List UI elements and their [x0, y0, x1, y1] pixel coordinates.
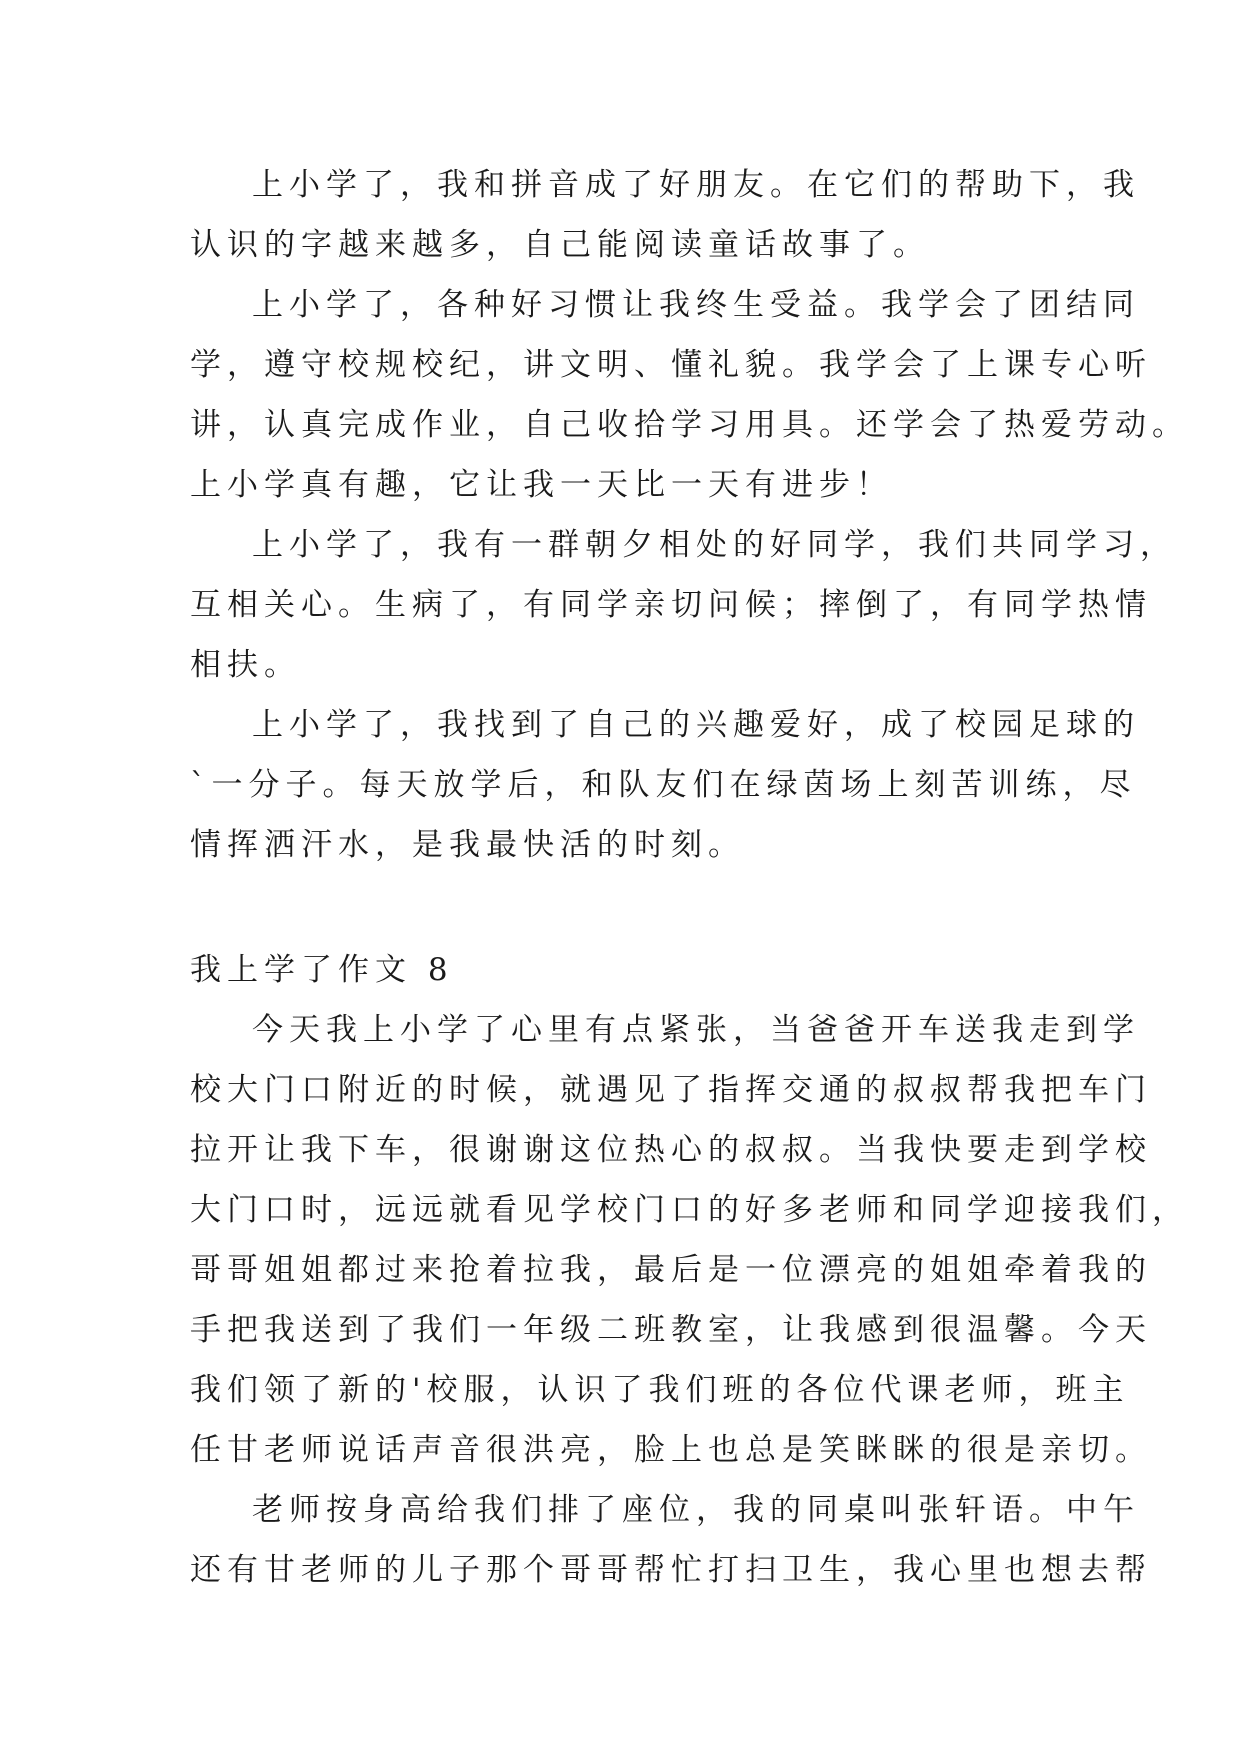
text-line: 相扶。 [190, 647, 301, 683]
text-line: 上小学了，我和拼音成了好朋友。在它们的帮助下，我 [252, 167, 1140, 203]
section-gap [190, 875, 1050, 940]
text-line: 大门口时，远远就看见学校门口的好多老师和同学迎接我们， [190, 1192, 1189, 1228]
text-line: 手把我送到了我们一年级二班教室，让我感到很温馨。今天 [190, 1312, 1152, 1348]
text-line: 学，遵守校规校纪，讲文明、懂礼貌。我学会了上课专心听 [190, 347, 1152, 383]
text-line: 还有甘老师的儿子那个哥哥帮忙打扫卫生，我心里也想去帮 [190, 1552, 1152, 1588]
paragraph [190, 515, 1177, 695]
paragraph [190, 695, 1140, 875]
text-line: 今天我上小学了心里有点紧张，当爸爸开车送我走到学 [252, 1012, 1140, 1048]
section-heading: 我上学了作文 8 [190, 952, 454, 988]
text-line: 上小学了，各种好习惯让我终生受益。我学会了团结同 [252, 287, 1140, 323]
text-line: 任甘老师说话声音很洪亮，脸上也总是笑眯眯的很是亲切。 [190, 1432, 1152, 1468]
text-line: 我们领了新的'校服，认识了我们班的各位代课老师，班主 [190, 1372, 1130, 1408]
document-body [190, 155, 1189, 1600]
text-line: 上小学真有趣，它让我一天比一天有进步！ [190, 467, 893, 503]
paragraph [190, 275, 1189, 515]
text-line: 校大门口附近的时候，就遇见了指挥交通的叔叔帮我把车门 [190, 1072, 1152, 1108]
text-line: 老师按身高给我们排了座位，我的同桌叫张轩语。中午 [252, 1492, 1140, 1528]
paragraph [190, 155, 1140, 275]
text-line: 哥哥姐姐都过来抢着拉我，最后是一位漂亮的姐姐牵着我的 [190, 1252, 1152, 1288]
text-line: 上小学了，我找到了自己的兴趣爱好，成了校园足球的 [252, 707, 1140, 743]
text-line: 拉开让我下车，很谢谢这位热心的叔叔。当我快要走到学校 [190, 1132, 1152, 1168]
text-line: 互相关心。生病了，有同学亲切问候；摔倒了，有同学热情 [190, 587, 1152, 623]
paragraph [190, 1000, 1189, 1480]
text-line: 认识的字越来越多，自己能阅读童话故事了。 [190, 227, 930, 263]
text-line: 上小学了，我有一群朝夕相处的好同学，我们共同学习， [252, 527, 1177, 563]
text-line: 情挥洒汗水，是我最快活的时刻。 [190, 827, 745, 863]
paragraph [190, 1480, 1152, 1600]
text-line: `一分子。每天放学后，和队友们在绿茵场上刻苦训练，尽 [190, 767, 1137, 803]
text-line: 讲，认真完成作业，自己收拾学习用具。还学会了热爱劳动。 [190, 407, 1189, 443]
